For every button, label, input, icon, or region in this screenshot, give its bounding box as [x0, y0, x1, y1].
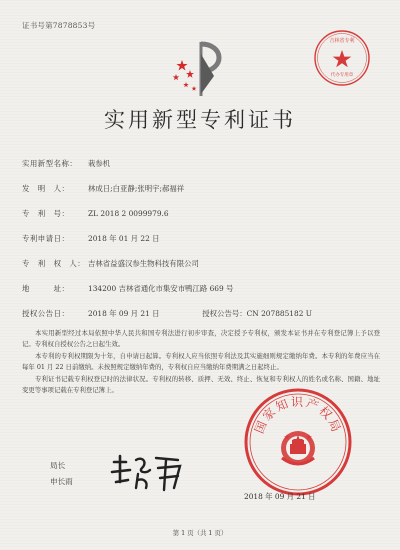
- svg-text:代办专用章: 代办专用章: [330, 73, 354, 78]
- agency-seal-icon: [312, 28, 372, 88]
- patentee-value: 吉林省益盛汉参生物科技有限公司: [88, 259, 199, 268]
- address-field: 地 址： 134200 吉林省通化市集安市鸭江路 669 号: [22, 284, 234, 293]
- svg-text:国家知识产权局: 国家知识产权局: [251, 395, 345, 436]
- seal-date: 2018 年 09 月 21 日: [244, 492, 316, 501]
- body-paragraph: 本专利的专利权期限为十年，自申请日起算。专利权人应当依照专利法及其实施细则规定缴纳年费。本专利的年费应当在每年 01 月 22 日前缴纳。未按照规定缴纳年费的，专利权自应当缴纳年费期满之日起终止。: [22, 351, 380, 372]
- inventor-field: 发 明 人： 林成日;白亚静;张明宇;郝福祥: [22, 184, 185, 193]
- bureau-label: 局长: [50, 461, 66, 470]
- page-number: 第 1 页（共 1 页）: [172, 529, 228, 537]
- patent-number-field: 专 利 号： ZL 2018 2 0099979.6: [22, 209, 169, 218]
- certificate-title: 实用新型专利证书: [104, 108, 296, 132]
- bureau-seal-icon: [242, 386, 354, 498]
- utility-model-name-field: 实用新型名称： 栽参机: [22, 159, 111, 168]
- application-date-value: 2018 年 01 月 22 日: [88, 234, 160, 243]
- grant-number-value: CN 207885182 U: [246, 309, 312, 318]
- utility-model-name-value: 栽参机: [88, 159, 111, 168]
- grant-number-label: 授权公告号：: [202, 309, 247, 318]
- address-value: 134200 吉林省通化市集安市鸭江路 669 号: [88, 284, 234, 293]
- svg-text:吉林省专利: 吉林省专利: [329, 38, 355, 44]
- patent-number-value: ZL 2018 2 0099979.6: [88, 209, 169, 218]
- body-paragraph: 本实用新型经过本局依照中华人民共和国专利法进行初步审查，决定授予专利权，颁发本证书并在专利登记簿上予以登记。专利权自授权公告之日起生效。: [22, 329, 380, 349]
- director-name: 申长雨: [50, 477, 73, 486]
- patentee-field: 专 利 权 人： 吉林省益盛汉参生物科技有限公司: [22, 259, 199, 268]
- inventor-value: 林成日;白亚静;张明宇;郝福祥: [88, 184, 185, 193]
- grant-date-field: 授权公告日： 2018 年 09 月 21 日 授权公告号：CN 207885182 U: [22, 309, 312, 318]
- grant-date-value: 2018 年 09 月 21 日: [88, 309, 160, 318]
- body-paragraph: 专利证书记载专利权登记时的法律状况。专利权的转移、质押、无效、终止、恢复和专利权人的姓名或名称、国籍、地址变更等事项记载在专利登记簿上。: [22, 374, 380, 395]
- director-signature-icon: [108, 452, 186, 496]
- cnipa-logo-icon: [168, 36, 234, 102]
- certificate-number: 证书号第7878853号: [22, 21, 96, 30]
- application-date-field: 专利申请日： 2018 年 01 月 22 日: [22, 234, 160, 243]
